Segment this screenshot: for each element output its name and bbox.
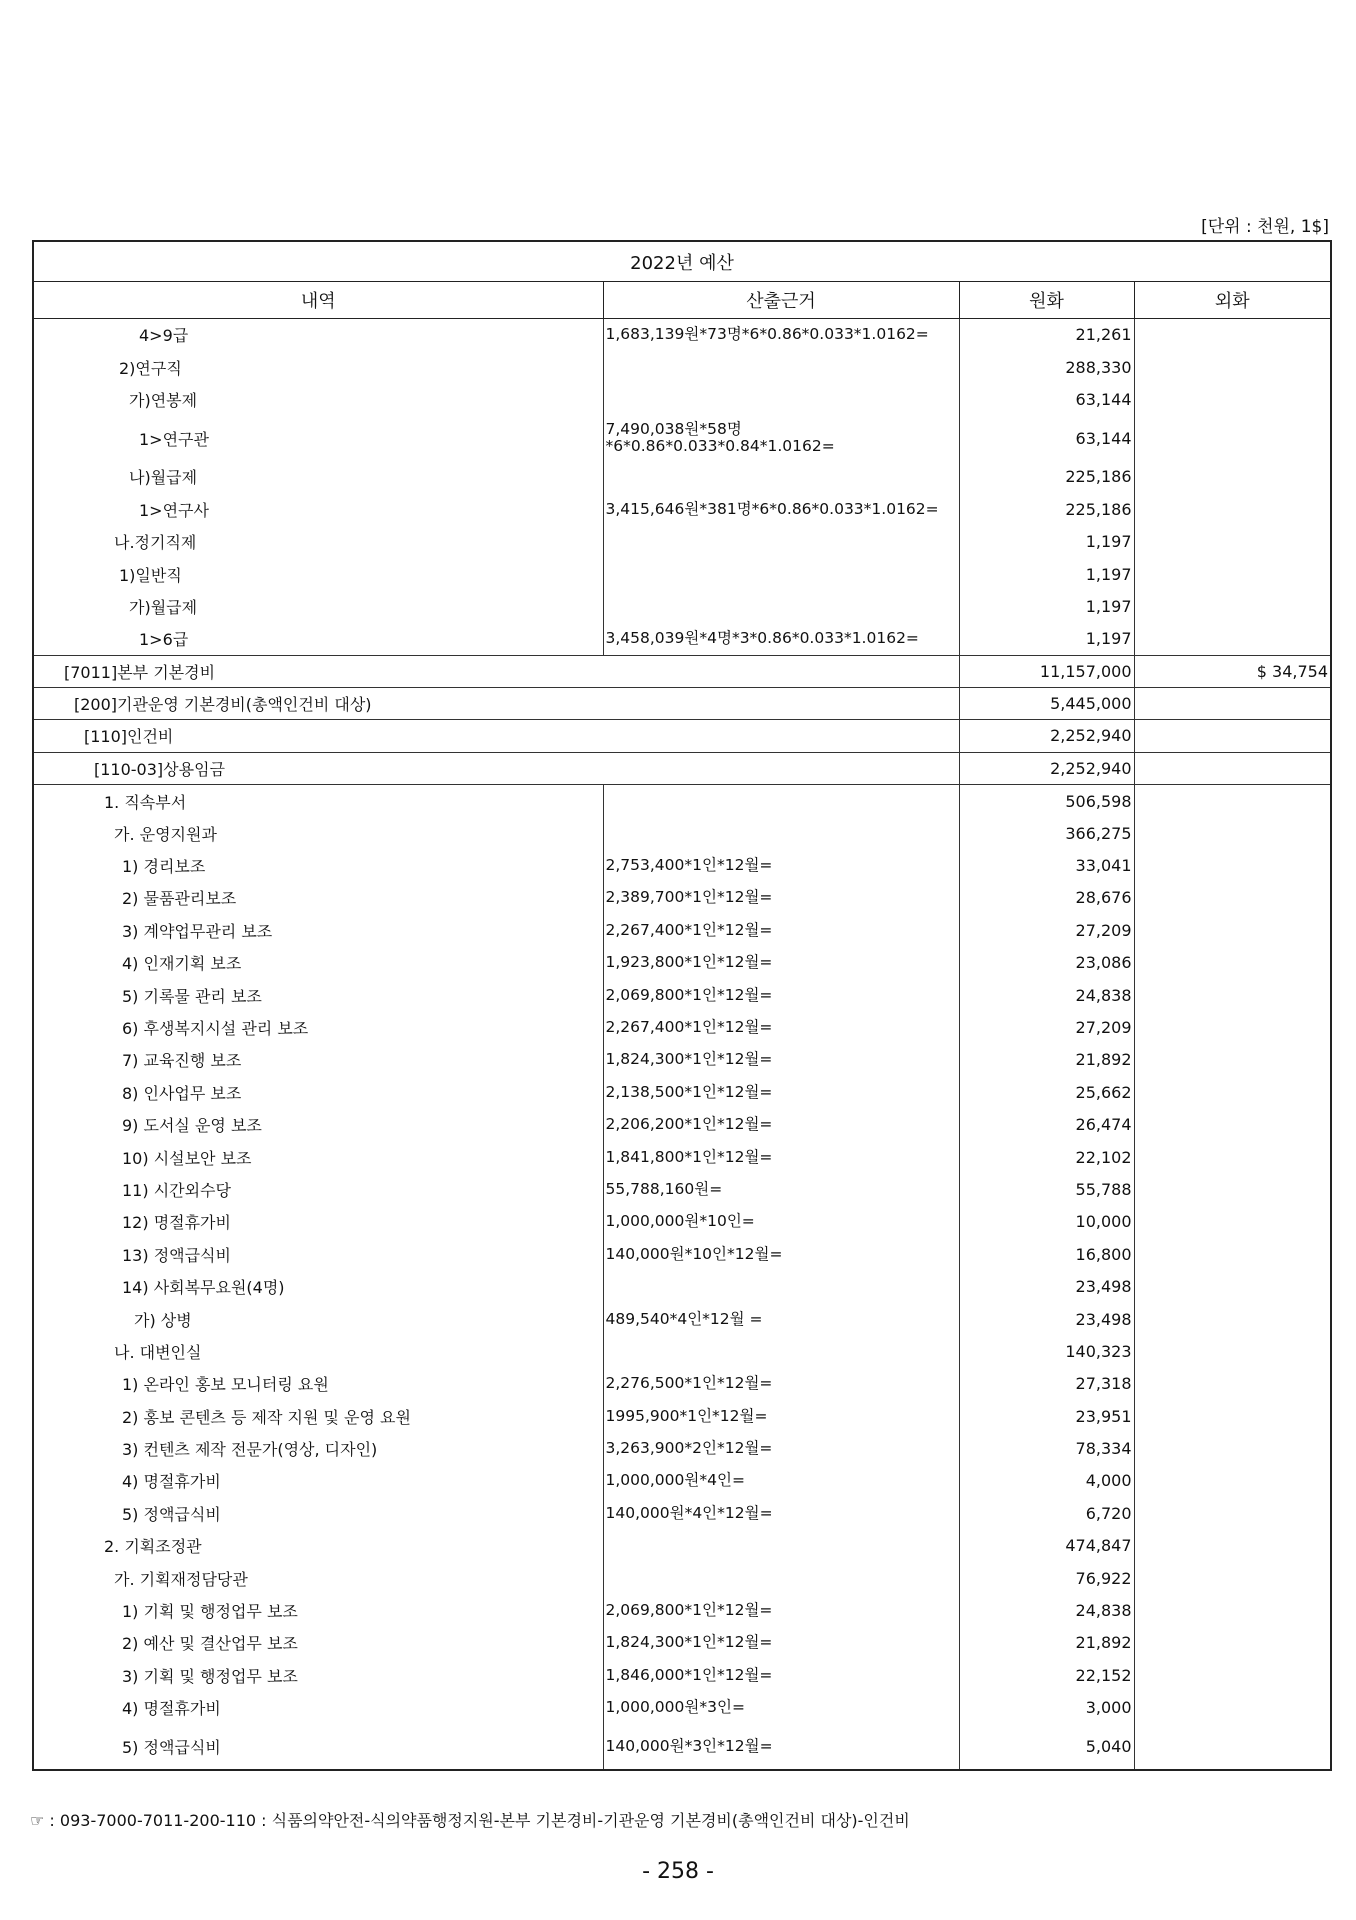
row-foreign (1134, 1270, 1331, 1302)
section-header-row (33, 687, 1331, 719)
row-krw: 63,144 (959, 416, 1134, 461)
row-item: 가)연봉제 (33, 383, 603, 415)
column-header-basis: 산출근거 (603, 282, 959, 319)
row-krw: 55,788 (959, 1173, 1134, 1205)
row-foreign (1134, 525, 1331, 557)
row-krw: 21,892 (959, 1044, 1134, 1076)
row-foreign (1134, 493, 1331, 525)
row-foreign (1134, 1076, 1331, 1108)
row-krw: 27,318 (959, 1368, 1134, 1400)
row-basis: 2,389,700*1인*12월= (603, 882, 959, 914)
table-row (33, 1562, 1331, 1594)
table-row (33, 1173, 1331, 1205)
row-foreign (1134, 1465, 1331, 1497)
row-basis (603, 383, 959, 415)
table-row (33, 623, 1331, 655)
table-row (33, 1206, 1331, 1238)
row-krw: 23,086 (959, 947, 1134, 979)
row-item: 2) 물품관리보조 (33, 882, 603, 914)
row-foreign (1134, 623, 1331, 655)
table-row (33, 1432, 1331, 1464)
row-item: 나.정기직제 (33, 525, 603, 557)
table-row (33, 1400, 1331, 1432)
table-row (33, 1335, 1331, 1367)
row-item: [200]기관운영 기본경비(총액인건비 대상) (33, 687, 959, 719)
row-foreign (1134, 558, 1331, 590)
row-item: 2) 예산 및 결산업무 보조 (33, 1627, 603, 1659)
table-row (33, 1530, 1331, 1562)
table-row (33, 785, 1331, 817)
column-header-item: 내역 (33, 282, 603, 319)
row-krw: 22,152 (959, 1659, 1134, 1691)
row-krw: 24,838 (959, 979, 1134, 1011)
row-krw: 4,000 (959, 1465, 1134, 1497)
row-basis: 1,846,000*1인*12월= (603, 1659, 959, 1691)
row-foreign (1134, 416, 1331, 461)
row-item: 8) 인사업무 보조 (33, 1076, 603, 1108)
row-item: 5) 정액급식비 (33, 1497, 603, 1529)
row-krw: 2,252,940 (959, 720, 1134, 752)
row-item: 2)연구직 (33, 351, 603, 383)
row-item: 1) 경리보조 (33, 849, 603, 881)
row-foreign (1134, 1432, 1331, 1464)
unit-label: [단위 : 천원, 1$] (1201, 217, 1329, 237)
row-krw: 2,252,940 (959, 752, 1134, 784)
row-basis (603, 1530, 959, 1562)
row-basis (603, 1270, 959, 1302)
row-foreign (1134, 849, 1331, 881)
table-body (33, 319, 1331, 1770)
table-row (33, 1108, 1331, 1140)
row-krw: 27,209 (959, 914, 1134, 946)
row-item: 3) 컨텐츠 제작 전문가(영상, 디자인) (33, 1432, 603, 1464)
row-foreign (1134, 947, 1331, 979)
row-krw: 1,197 (959, 590, 1134, 622)
row-basis: 2,069,800*1인*12월= (603, 1594, 959, 1626)
row-krw: 25,662 (959, 1076, 1134, 1108)
row-krw: 474,847 (959, 1530, 1134, 1562)
row-item: 1>연구관 (33, 416, 603, 461)
row-basis: 1,923,800*1인*12월= (603, 947, 959, 979)
row-basis: 55,788,160원= (603, 1173, 959, 1205)
row-krw: 27,209 (959, 1011, 1134, 1043)
table-row (33, 882, 1331, 914)
row-item: 나)월급제 (33, 461, 603, 493)
row-krw: 10,000 (959, 1206, 1134, 1238)
row-item: 1. 직속부서 (33, 785, 603, 817)
table-row (33, 1238, 1331, 1270)
table-row (33, 817, 1331, 849)
row-item: 11) 시간외수당 (33, 1173, 603, 1205)
row-item: 5) 정액급식비 (33, 1724, 603, 1770)
row-foreign (1134, 1594, 1331, 1626)
table-row (33, 1627, 1331, 1659)
table-row (33, 525, 1331, 557)
section-header-row (33, 655, 1331, 687)
row-basis: 1,683,139원*73명*6*0.86*0.033*1.0162= (603, 319, 959, 351)
budget-table (32, 240, 1332, 1771)
row-krw: 1,197 (959, 623, 1134, 655)
row-basis (603, 558, 959, 590)
row-foreign (1134, 1627, 1331, 1659)
row-krw: 1,197 (959, 525, 1134, 557)
row-item: 2. 기획조정관 (33, 1530, 603, 1562)
row-foreign (1134, 1303, 1331, 1335)
row-foreign (1134, 1530, 1331, 1562)
table-row (33, 947, 1331, 979)
row-item: 1) 기획 및 행정업무 보조 (33, 1594, 603, 1626)
column-header-krw: 원화 (959, 282, 1134, 319)
row-basis: 489,540*4인*12월 = (603, 1303, 959, 1335)
row-krw: 22,102 (959, 1141, 1134, 1173)
row-basis (603, 525, 959, 557)
row-foreign (1134, 1108, 1331, 1140)
row-krw: 63,144 (959, 383, 1134, 415)
row-item: 5) 기록물 관리 보조 (33, 979, 603, 1011)
row-krw: 76,922 (959, 1562, 1134, 1594)
table-row (33, 1368, 1331, 1400)
row-basis: 3,263,900*2인*12월= (603, 1432, 959, 1464)
row-item: [110]인건비 (33, 720, 959, 752)
row-foreign (1134, 1659, 1331, 1691)
row-foreign (1134, 1368, 1331, 1400)
row-item: 1>6급 (33, 623, 603, 655)
row-basis: 1,841,800*1인*12월= (603, 1141, 959, 1173)
row-krw: 506,598 (959, 785, 1134, 817)
row-basis: 2,753,400*1인*12월= (603, 849, 959, 881)
row-foreign (1134, 590, 1331, 622)
column-header-foreign: 외화 (1134, 282, 1331, 319)
row-basis: 1995,900*1인*12월= (603, 1400, 959, 1432)
row-item: 10) 시설보안 보조 (33, 1141, 603, 1173)
row-item: 4) 명절휴가비 (33, 1465, 603, 1497)
section-header-row (33, 720, 1331, 752)
row-item: 4) 명절휴가비 (33, 1692, 603, 1724)
table-row (33, 1076, 1331, 1108)
row-krw: 225,186 (959, 461, 1134, 493)
row-basis (603, 461, 959, 493)
row-krw: 5,445,000 (959, 687, 1134, 719)
table-row (33, 849, 1331, 881)
row-foreign (1134, 1562, 1331, 1594)
row-basis (603, 1335, 959, 1367)
row-item: 4>9급 (33, 319, 603, 351)
row-basis: 2,206,200*1인*12월= (603, 1108, 959, 1140)
row-item: 14) 사회복무요원(4명) (33, 1270, 603, 1302)
row-basis: 2,069,800*1인*12월= (603, 979, 959, 1011)
row-foreign (1134, 1497, 1331, 1529)
row-krw: 16,800 (959, 1238, 1134, 1270)
row-item: 1)일반직 (33, 558, 603, 590)
row-foreign (1134, 817, 1331, 849)
row-krw: 23,498 (959, 1303, 1134, 1335)
row-foreign (1134, 319, 1331, 351)
row-foreign (1134, 1206, 1331, 1238)
row-krw: 78,334 (959, 1432, 1134, 1464)
row-basis: 140,000원*3인*12월= (603, 1724, 959, 1770)
table-row (33, 1692, 1331, 1724)
page-number: - 258 - (642, 1859, 714, 1884)
row-basis: 1,824,300*1인*12월= (603, 1044, 959, 1076)
row-basis (603, 590, 959, 622)
table-row (33, 319, 1331, 351)
row-foreign (1134, 351, 1331, 383)
row-item: 12) 명절휴가비 (33, 1206, 603, 1238)
row-item: 가. 운영지원과 (33, 817, 603, 849)
row-foreign (1134, 1724, 1331, 1770)
table-row (33, 1141, 1331, 1173)
row-krw: 28,676 (959, 882, 1134, 914)
table-row (33, 914, 1331, 946)
row-krw: 33,041 (959, 849, 1134, 881)
row-krw: 1,197 (959, 558, 1134, 590)
row-krw: 366,275 (959, 817, 1134, 849)
row-basis (603, 1562, 959, 1594)
row-foreign (1134, 752, 1331, 784)
row-item: [7011]본부 기본경비 (33, 655, 959, 687)
row-krw: 225,186 (959, 493, 1134, 525)
row-basis (603, 351, 959, 383)
row-item: 4) 인재기획 보조 (33, 947, 603, 979)
table-row (33, 1594, 1331, 1626)
table-row (33, 1497, 1331, 1529)
table-row (33, 1011, 1331, 1043)
row-krw: 5,040 (959, 1724, 1134, 1770)
row-basis: 1,824,300*1인*12월= (603, 1627, 959, 1659)
row-foreign: $ 34,754 (1134, 655, 1331, 687)
row-item: 13) 정액급식비 (33, 1238, 603, 1270)
table-row (33, 1465, 1331, 1497)
row-basis: 3,415,646원*381명*6*0.86*0.033*1.0162= (603, 493, 959, 525)
row-item: 3) 기획 및 행정업무 보조 (33, 1659, 603, 1691)
footnote: ☞ : 093-7000-7011-200-110 : 식품의약안전-식의약품행정지원-본부 기본경비-기관운영 기본경비(총액인건비 대상)-인건비 (30, 1811, 910, 1830)
row-item: [110-03]상용임금 (33, 752, 959, 784)
row-krw: 26,474 (959, 1108, 1134, 1140)
row-foreign (1134, 461, 1331, 493)
row-basis (603, 785, 959, 817)
section-header-row (33, 752, 1331, 784)
row-item: 1>연구사 (33, 493, 603, 525)
row-item: 가) 상병 (33, 1303, 603, 1335)
row-basis (603, 817, 959, 849)
row-krw: 6,720 (959, 1497, 1134, 1529)
row-krw: 21,892 (959, 1627, 1134, 1659)
row-foreign (1134, 1400, 1331, 1432)
row-basis: 2,267,400*1인*12월= (603, 914, 959, 946)
row-foreign (1134, 383, 1331, 415)
row-foreign (1134, 882, 1331, 914)
row-foreign (1134, 914, 1331, 946)
table-row (33, 1659, 1331, 1691)
row-foreign (1134, 785, 1331, 817)
table-row (33, 1303, 1331, 1335)
row-krw: 3,000 (959, 1692, 1134, 1724)
row-foreign (1134, 1173, 1331, 1205)
row-basis: 140,000원*4인*12월= (603, 1497, 959, 1529)
row-foreign (1134, 687, 1331, 719)
row-item: 가. 기획재정담당관 (33, 1562, 603, 1594)
row-basis: 140,000원*10인*12월= (603, 1238, 959, 1270)
row-krw: 21,261 (959, 319, 1134, 351)
table-row (33, 351, 1331, 383)
table-row (33, 1724, 1331, 1770)
row-item: 2) 홍보 콘텐츠 등 제작 지원 및 운영 요원 (33, 1400, 603, 1432)
row-basis: 1,000,000원*10인= (603, 1206, 959, 1238)
table-row (33, 1270, 1331, 1302)
table-row (33, 461, 1331, 493)
table-row (33, 416, 1331, 461)
row-krw: 24,838 (959, 1594, 1134, 1626)
row-foreign (1134, 1335, 1331, 1367)
year-header: 2022년 예산 (33, 241, 1331, 282)
row-krw: 23,498 (959, 1270, 1134, 1302)
row-basis: 2,276,500*1인*12월= (603, 1368, 959, 1400)
row-basis: 1,000,000원*4인= (603, 1465, 959, 1497)
row-krw: 288,330 (959, 351, 1134, 383)
row-basis: 3,458,039원*4명*3*0.86*0.033*1.0162= (603, 623, 959, 655)
table-row (33, 493, 1331, 525)
row-foreign (1134, 1044, 1331, 1076)
row-item: 나. 대변인실 (33, 1335, 603, 1367)
row-basis: 7,490,038원*58명*6*0.86*0.033*0.84*1.0162= (603, 416, 959, 461)
row-item: 가)월급제 (33, 590, 603, 622)
row-foreign (1134, 720, 1331, 752)
row-foreign (1134, 1141, 1331, 1173)
table-row (33, 383, 1331, 415)
table-row (33, 558, 1331, 590)
row-item: 3) 계약업무관리 보조 (33, 914, 603, 946)
row-krw: 11,157,000 (959, 655, 1134, 687)
table-row (33, 1044, 1331, 1076)
row-basis: 2,138,500*1인*12월= (603, 1076, 959, 1108)
row-item: 1) 온라인 홍보 모니터링 요원 (33, 1368, 603, 1400)
row-item: 7) 교육진행 보조 (33, 1044, 603, 1076)
row-basis: 1,000,000원*3인= (603, 1692, 959, 1724)
row-item: 9) 도서실 운영 보조 (33, 1108, 603, 1140)
row-basis: 2,267,400*1인*12월= (603, 1011, 959, 1043)
row-krw: 23,951 (959, 1400, 1134, 1432)
table-row (33, 590, 1331, 622)
row-item: 6) 후생복지시설 관리 보조 (33, 1011, 603, 1043)
row-foreign (1134, 1011, 1331, 1043)
row-foreign (1134, 979, 1331, 1011)
row-foreign (1134, 1238, 1331, 1270)
row-foreign (1134, 1692, 1331, 1724)
row-krw: 140,323 (959, 1335, 1134, 1367)
table-row (33, 979, 1331, 1011)
